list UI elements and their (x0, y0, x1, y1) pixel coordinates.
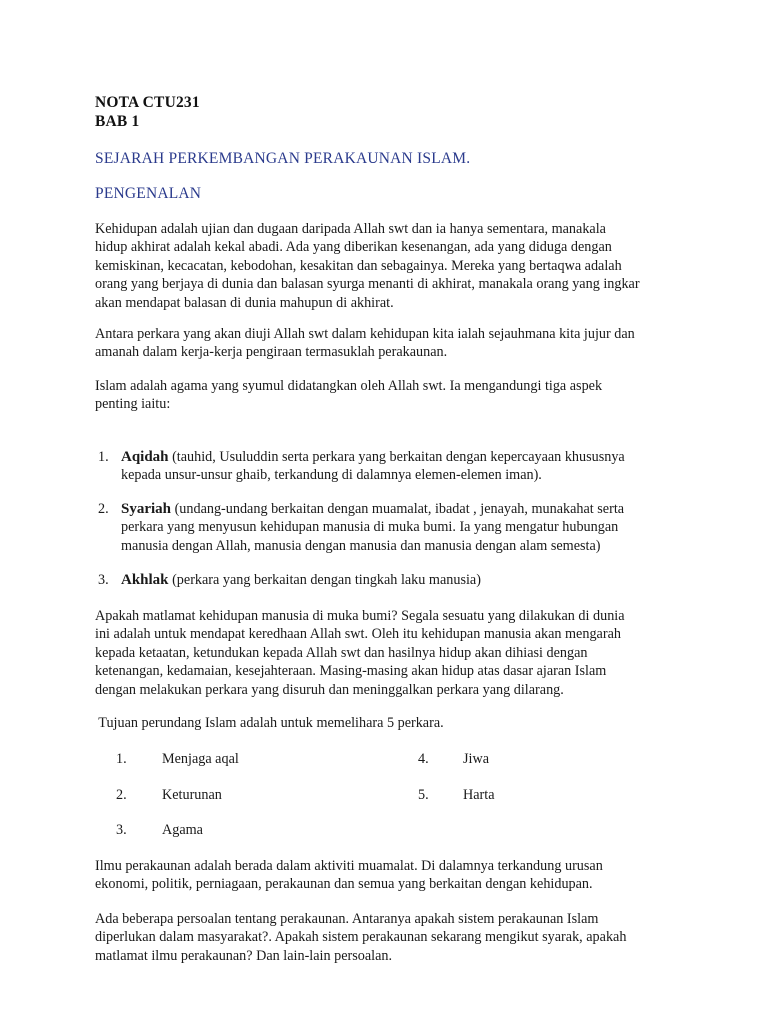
text-line: ini adalah untuk mendapat keredhaan Allah swt. Oleh itu kehidupan manusia akan mengarah (95, 626, 621, 643)
text-line: kepada ketaatan, ketundukan kepada Allah swt dan hasilnya hidup akan dihiasi dengan (95, 644, 588, 661)
tujuan-number: 4. (418, 751, 429, 767)
paragraph-ujian (95, 325, 675, 362)
tujuan-label: Keturunan (162, 787, 222, 803)
tujuan-label: Jiwa (463, 751, 490, 767)
item-number: 1. (98, 449, 109, 465)
text-line: Islam adalah agama yang syumul didatangkan oleh Allah swt. Ia mengandungi tiga aspek (95, 378, 603, 394)
item-number: 2. (98, 501, 109, 517)
text-line: Tujuan perundang Islam adalah untuk memelihara 5 perkara. (95, 715, 444, 731)
tujuan-label: Agama (162, 822, 203, 838)
tujuan-number: 5. (418, 787, 429, 803)
text-line: Apakah matlamat kehidupan manusia di muka bumi? Segala sesuatu yang dilakukan di dunia (95, 608, 625, 624)
text-line: Kehidupan adalah ujian dan dugaan daripada Allah swt dan ia hanya sementara, manakala (95, 221, 606, 237)
aspect-term: Syariah (121, 501, 172, 517)
text-line: amanah dalam kerja-kerja pengiraan termasuklah perakaunan. (95, 344, 448, 361)
paragraph-matlamat (95, 607, 675, 699)
paragraph-ilmu (95, 857, 675, 894)
text-line: diperlukan dalam masyarakat?. Apakah sistem perakaunan sekarang mengikut syarak, apakah (95, 929, 627, 946)
tujuan-intro (95, 714, 675, 732)
text-line: akan mendapat balasan di dunia mahupun di akhirat. (95, 294, 394, 311)
tujuan-label: Menjaga aqal (162, 751, 239, 767)
aspect-desc: kepada unsur-unsur ghaib, terkandung di dalamnya elemen-elemen iman). (121, 467, 542, 484)
aspect-desc: (undang-undang berkaitan dengan muamalat, ibadat , jenayah, munakahat serta (171, 501, 625, 517)
aspect-desc: perkara yang menyusun kehidupan manusia di muka bumi. Ia yang mengatur hubungan (121, 519, 619, 536)
tujuan-number: 3. (116, 822, 127, 838)
section-heading: PENGENALAN (95, 185, 202, 202)
text-line: hidup akhirat adalah kekal abadi. Ada yang diberikan kesenangan, ada yang diduga dengan (95, 239, 612, 256)
text-line: penting iaitu: (95, 396, 171, 413)
text-line: orang yang berjaya di dunia dan balasan syurga menanti di akhirat, manakala orang yang ingkar (95, 276, 640, 293)
aspect-desc: (perkara yang berkaitan dengan tingkah laku manusia) (168, 572, 481, 588)
text-line: Ilmu perakaunan adalah berada dalam aktiviti muamalat. Di dalamnya terkandung urusan (95, 858, 603, 874)
tujuan-label: Harta (463, 787, 495, 803)
paragraph-intro (95, 220, 675, 312)
text-line: Ada beberapa persoalan tentang perakaunan. Antaranya apakah sistem perakaunan Islam (95, 911, 599, 927)
aspect-desc: (tauhid, Usuluddin serta perkara yang berkaitan dengan kepercayaan khususnya (168, 449, 625, 465)
text-line: ketenangan, kedamaian, kesejahteraan. Masing-masing akan hidup atas dasar ajaran Islam (95, 663, 607, 680)
text-line: Antara perkara yang akan diuji Allah swt dalam kehidupan kita ialah sejauhmana kita jujur dan (95, 326, 635, 342)
text-line: dengan melakukan perkara yang disuruh dan meninggalkan perkara yang dilarang. (95, 681, 564, 698)
paragraph-islam (95, 377, 675, 414)
tujuan-number: 1. (116, 751, 127, 767)
text-line: ekonomi, politik, perniagaan, perakaunan dan semua yang berkaitan dengan kehidupan. (95, 876, 593, 893)
paragraph-persoalan (95, 910, 675, 965)
item-number: 3. (98, 572, 109, 588)
aspect-term: Aqidah (121, 449, 169, 465)
text-line: kemiskinan, kecacatan, kebodohan, kesakitan dan sebagainya. Mereka yang bertaqwa adalah (95, 257, 622, 274)
document-title: SEJARAH PERKEMBANGAN PERAKAUNAN ISLAM. (95, 150, 471, 167)
tujuan-number: 2. (116, 787, 127, 803)
aspect-term: Akhlak (121, 572, 169, 588)
aspect-desc: manusia dengan Allah, manusia dengan manusia dan manusia dengan alam semesta) (121, 537, 601, 554)
chapter-label: BAB 1 (95, 113, 140, 130)
text-line: matlamat ilmu perakaunan? Dan lain-lain persoalan. (95, 947, 393, 964)
course-code: NOTA CTU231 (95, 94, 200, 111)
